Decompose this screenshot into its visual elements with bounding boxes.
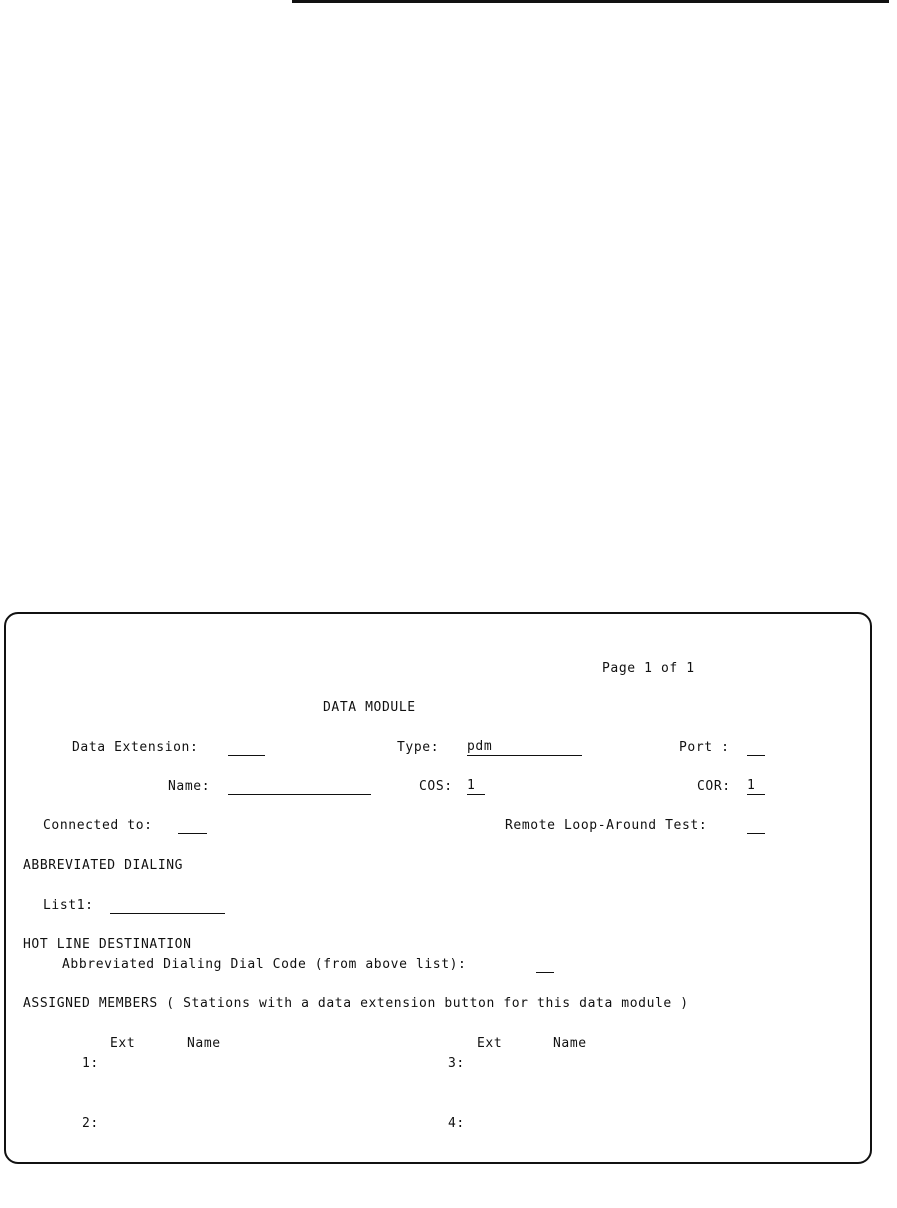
list1-label: List1:: [43, 898, 94, 913]
connected-to-label: Connected to:: [43, 818, 153, 833]
page-indicator: Page 1 of 1: [602, 661, 695, 676]
data-extension-label: Data Extension:: [72, 740, 199, 755]
data-extension-field[interactable]: [228, 740, 265, 756]
assigned-members-heading: ASSIGNED MEMBERS ( Stations with a data extension button for this data module ): [23, 996, 689, 1011]
cos-label: COS:: [419, 779, 453, 794]
terminal-screen: [4, 612, 872, 1164]
type-label: Type:: [397, 740, 440, 755]
port-label: Port :: [679, 740, 730, 755]
top-rule: [292, 0, 889, 3]
connected-to-field[interactable]: [178, 818, 207, 834]
dial-code-field[interactable]: [536, 957, 554, 973]
member-row-1[interactable]: 1:: [82, 1056, 99, 1071]
port-field[interactable]: [747, 740, 765, 756]
cor-label: COR:: [697, 779, 731, 794]
list1-field[interactable]: [110, 898, 225, 914]
hot-line-heading: HOT LINE DESTINATION: [23, 937, 192, 952]
column-ext-right: Ext: [477, 1036, 503, 1051]
dial-code-label: Abbreviated Dialing Dial Code (from above list):: [62, 957, 467, 972]
name-label: Name:: [168, 779, 211, 794]
remote-loop-label: Remote Loop-Around Test:: [505, 818, 708, 833]
cos-field[interactable]: 1: [467, 779, 485, 795]
column-name-right: Name: [553, 1036, 587, 1051]
type-field[interactable]: pdm: [467, 740, 582, 756]
column-ext-left: Ext: [110, 1036, 136, 1051]
abbreviated-dialing-heading: ABBREVIATED DIALING: [23, 858, 184, 873]
remote-loop-field[interactable]: [747, 818, 765, 834]
cor-field[interactable]: 1: [747, 779, 765, 795]
member-row-2[interactable]: 2:: [82, 1116, 99, 1131]
member-row-3[interactable]: 3:: [448, 1056, 465, 1071]
column-name-left: Name: [187, 1036, 221, 1051]
name-field[interactable]: [228, 779, 371, 795]
member-row-4[interactable]: 4:: [448, 1116, 465, 1131]
form-title: DATA MODULE: [323, 700, 416, 715]
